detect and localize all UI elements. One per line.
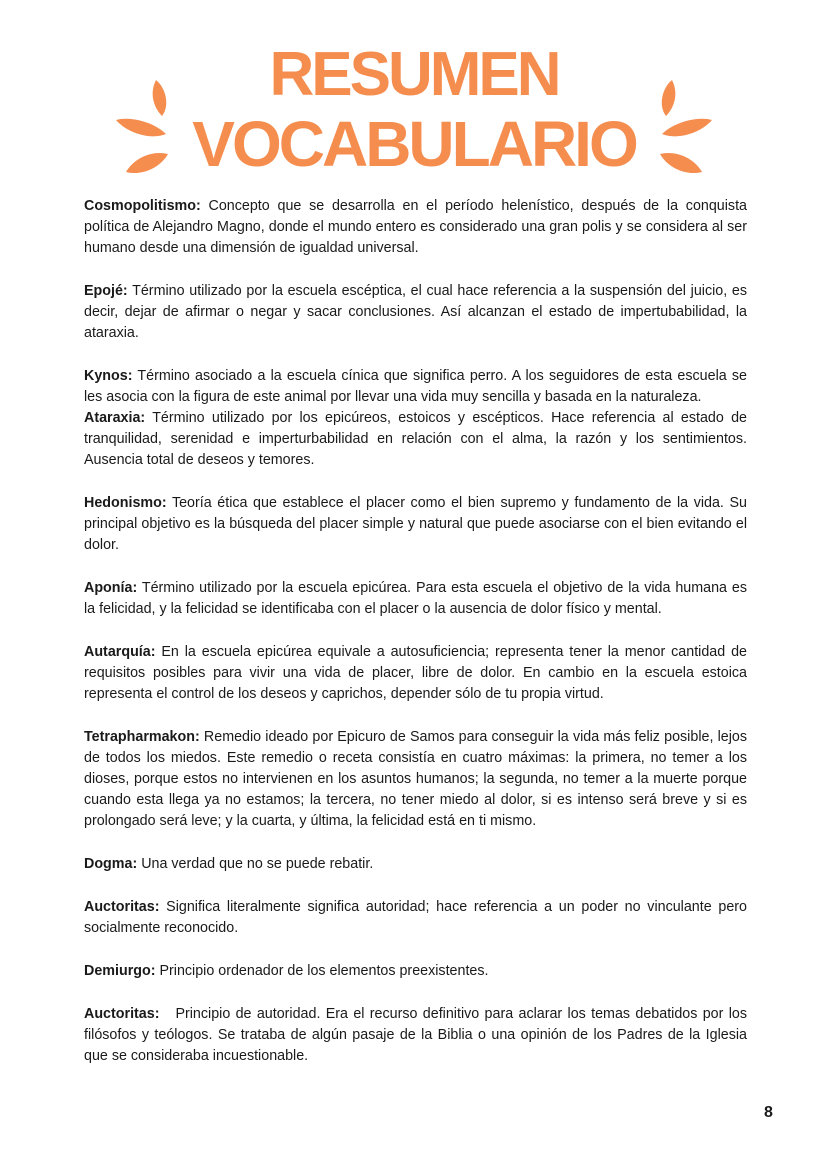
entry-term: Auctoritas:	[84, 1006, 160, 1022]
entry-term: Demiurgo:	[84, 963, 156, 979]
vocabulary-entry	[84, 727, 747, 832]
vocabulary-entry	[84, 366, 747, 408]
entry-definition: Término asociado a la escuela cínica que significa perro. A los seguidores de esta escuela se les asocia con la figura de este animal por llevar una vida muy sencilla y basada en la naturaleza.	[84, 368, 747, 405]
entry-term: Auctoritas:	[84, 899, 160, 915]
vocabulary-list	[84, 196, 751, 1089]
vocabulary-entry	[84, 961, 747, 982]
entry-term: Ataraxia:	[84, 410, 146, 426]
entry-term: Dogma:	[84, 856, 138, 872]
entry-definition: Concepto que se desarrolla en el período helenístico, después de la conquista política de Alejandro Magno, donde el mundo entero es considerado una gran polis y se considera al ser humano desde una dimensión de igualdad universal.	[84, 198, 747, 256]
vocabulary-entry	[84, 854, 747, 875]
entry-term: Kynos:	[84, 368, 133, 384]
entry-definition: Término utilizado por la escuela escéptica, el cual hace referencia a la suspensión del juicio, es decir, dejar de afirmar o negar y sacar conclusiones. Así alcanzan el estado de impertubabilidad, la ataraxia.	[84, 283, 747, 341]
entry-term: Tetrapharmakon:	[84, 729, 200, 745]
entry-term: Cosmopolitismo:	[84, 198, 201, 214]
entry-definition: Una verdad que no se puede rebatir.	[137, 856, 374, 872]
page-title-line1: RESUMEN	[269, 40, 559, 109]
vocabulary-entry	[84, 578, 747, 620]
entry-term: Autarquía:	[84, 644, 156, 660]
vocabulary-entry	[84, 897, 747, 939]
entry-definition: En la escuela epicúrea equivale a autosuficiencia; representa tener la menor cantidad de requisitos posibles para vivir una vida de placer, libre de dolor. En cambio en la escuela estoica representa el control de los deseos y caprichos, depender sólo de tu propia virtud.	[84, 644, 747, 702]
page-title-line2: VOCABULARIO	[192, 108, 636, 180]
entry-definition: Teoría ética que establece el placer como el bien supremo y fundamento de la vida. Su principal objetivo es la búsqueda del placer simple y natural que puede asociarse con el bien evitando el dolor.	[84, 495, 747, 553]
entry-definition: Término utilizado por los epicúreos, estoicos y escépticos. Hace referencia al estado de tranquilidad, serenidad e imperturbabilidad en relación con el alma, la razón y los sentimientos. Ausencia total de deseos y temores.	[84, 410, 747, 468]
vocabulary-entry	[84, 642, 747, 705]
entry-definition: Remedio ideado por Epicuro de Samos para conseguir la vida más feliz posible, lejos de todos los miedos. Este remedio o receta consistía en cuatro máximas: la primera, no temer a los dioses, porque estos no intervienen en los asuntos humanos; la segunda, no temer a la muerte porque cuando esta llega ya no estamos; la tercera, no tener miedo al dolor, si es intenso será breve y si es prolongado será leve; y la cuarta, y última, la felicidad está en ti mismo.	[84, 729, 747, 829]
entry-definition: Significa literalmente significa autoridad; hace referencia a un poder no vinculante pero socialmente reconocido.	[84, 899, 747, 936]
entry-term: Epojé:	[84, 283, 128, 299]
vocabulary-entry	[84, 493, 747, 556]
page-number: 8	[764, 1104, 773, 1121]
entry-definition: Principio de autoridad. Era el recurso definitivo para aclarar los temas debatidos por los filósofos y teólogos. Se trataba de algún pasaje de la Biblia o una opinión de los Padres de la Iglesia que se consideraba incuestionable.	[84, 1006, 751, 1064]
vocabulary-entry	[84, 196, 747, 259]
vocabulary-entry	[84, 1004, 751, 1067]
vocabulary-entry	[84, 408, 747, 471]
entry-term: Hedonismo:	[84, 495, 167, 511]
entry-term: Aponía:	[84, 580, 138, 596]
entry-definition: Término utilizado por la escuela epicúrea. Para esta escuela el objetivo de la vida humana es la felicidad, y la felicidad se identificaba con el placer o la ausencia de dolor físico y mental.	[84, 580, 747, 617]
page-header	[0, 36, 828, 186]
entry-definition: Principio ordenador de los elementos preexistentes.	[155, 963, 489, 979]
vocabulary-entry	[84, 281, 747, 344]
